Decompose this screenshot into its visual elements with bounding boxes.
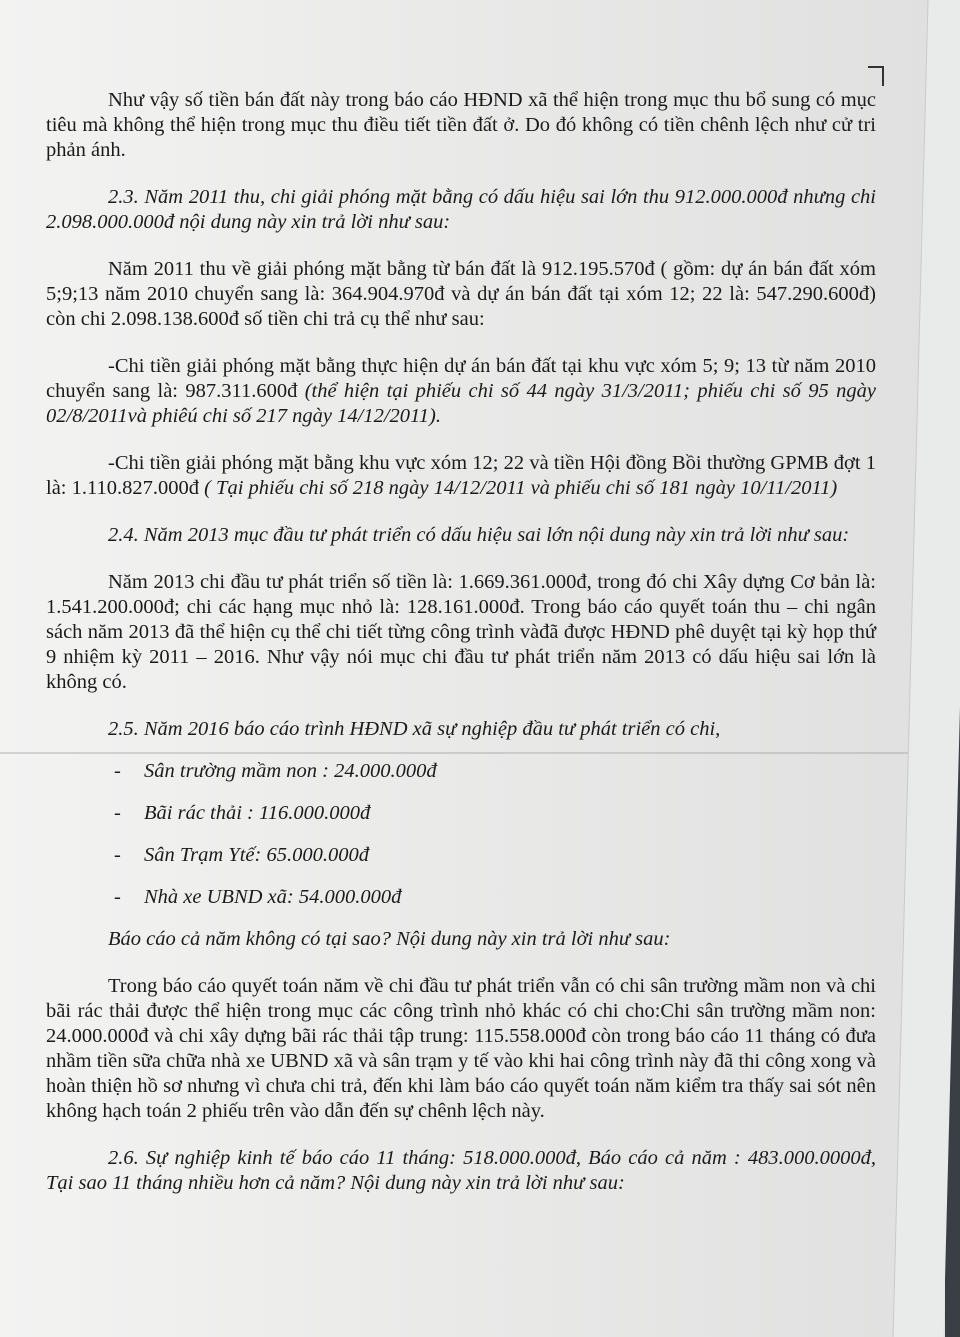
section-2-5-question: Báo cáo cả năm không có tại sao? Nội dung này xin trả lời như sau: xyxy=(108,928,671,950)
paragraph-reference: (thể hiện tại phiếu chi số 44 ngày 31/3/2011; phiếu chi số 95 ngày 02/8/2011và phiêú chi số 217 ngày 14/12/2011). xyxy=(46,380,876,427)
paragraph-1: Như vậy số tiền bán đất này trong báo cáo HĐND xã thể hiện trong mục thu bổ sung có mục tiêu mà không thể hiện trong mục thu điều tiết tiền đất ở. Do đó không có tiền chênh lệch như cử tri phản ánh. xyxy=(46,89,876,161)
paragraph-2-4-answer: Năm 2013 chi đầu tư phát triển số tiền là: 1.669.361.000đ, trong đó chi Xây dựng Cơ bản là: 1.541.200.000đ; chi các hạng mục nhỏ là: 128.161.000đ. Trong báo cáo quyết toán thu – chi ngân sách năm 2013 đã thể hiện cụ thể chi tiết từng công trình vàđã được HĐND phê duyệt tại kỳ họp thứ 9 nhiệm kỳ 2011 – 2016. Như vậy nói mục chi đầu tư phát triển năm 2013 có dấu hiệu sai lớn là không có. xyxy=(46,571,876,693)
list-item: - Sân Trạm Ytế: 65.000.000đ xyxy=(46,843,876,868)
section-2-4-heading: 2.4. Năm 2013 mục đầu tư phát triển có dấu hiệu sai lớn nội dung này xin trả lời như sau: xyxy=(108,524,850,546)
paragraph-2-5-answer: Trong báo cáo quyết toán năm về chi đầu tư phát triển vẫn có chi sân trường mầm non và chi bãi rác thải được thể hiện trong mục các công trình nhỏ khác có chi cho:Chi sân trường mầm non: 24.000.000đ và chi xây dựng bãi rác thải tập trung: 115.558.000đ còn trong báo cáo 11 tháng có đưa nhầm tiền sữa chữa nhà xe UBND xã và sân trạm y tế vào khi hai công trình này đã thi công xong và hoàn thiện hồ sơ nhưng vì chưa chi trả, đến khi làm báo cáo quyết toán năm kiểm tra thấy sai sót nên không hạch toán 2 phiếu trên vào dẫn đến sự chênh lệch này. xyxy=(46,975,876,1122)
list-item: - Bãi rác thải : 116.000.000đ xyxy=(46,801,876,826)
paragraph-2-3-answer: Năm 2011 thu về giải phóng mặt bằng từ bán đất là 912.195.570đ ( gồm: dự án bán đất xóm 5;9;13 năm 2010 chuyển sang là: 364.904.970đ và dự án bán đất tại xóm 12; 22 là: 547.290.600đ) còn chi 2.098.138.600đ số tiền chi trả cụ thể như sau: xyxy=(46,258,876,330)
corner-mark xyxy=(868,66,884,86)
list-item: - Sân trường mầm non : 24.000.000đ xyxy=(46,759,876,784)
section-2-6-heading: 2.6. Sự nghiệp kinh tế báo cáo 11 tháng: 518.000.000đ, Báo cáo cả năm : 483.000.0000đ, Tại sao 11 tháng nhiều hơn cả năm? Nội dung này xin trả lời như sau: xyxy=(46,1147,876,1194)
section-2-5-heading: 2.5. Năm 2016 báo cáo trình HĐND xã sự nghiệp đầu tư phát triển có chi, xyxy=(108,718,721,740)
paragraph-reference: ( Tại phiếu chi số 218 ngày 14/12/2011 và phiếu chi số 181 ngày 10/11/2011) xyxy=(198,477,838,499)
section-2-3-heading: 2.3. Năm 2011 thu, chi giải phóng mặt bằng có dấu hiệu sai lớn thu 912.000.000đ nhưng chi 2.098.000.000đ nội dung này xin trả lời như sau: xyxy=(46,186,876,233)
expense-list xyxy=(46,759,876,910)
paragraph-main: -Chi tiền giải phóng mặt bằng khu vực xóm 12; 22 và tiền Hội đồng Bồi thường GPMB đợt 1 là: 1.110.827.000đ xyxy=(46,452,876,499)
list-item: - Nhà xe UBND xã: 54.000.000đ xyxy=(46,885,876,910)
paragraph-chi-xom-5-9-13 xyxy=(46,354,876,429)
document-body xyxy=(46,88,876,1218)
paragraph-main: -Chi tiền giải phóng mặt bằng thực hiện dự án bán đất tại khu vực xóm 5; 9; 13 từ năm 2010 chuyển sang là: 987.311.600đ xyxy=(46,355,876,402)
paragraph-chi-xom-12-22 xyxy=(46,451,876,501)
